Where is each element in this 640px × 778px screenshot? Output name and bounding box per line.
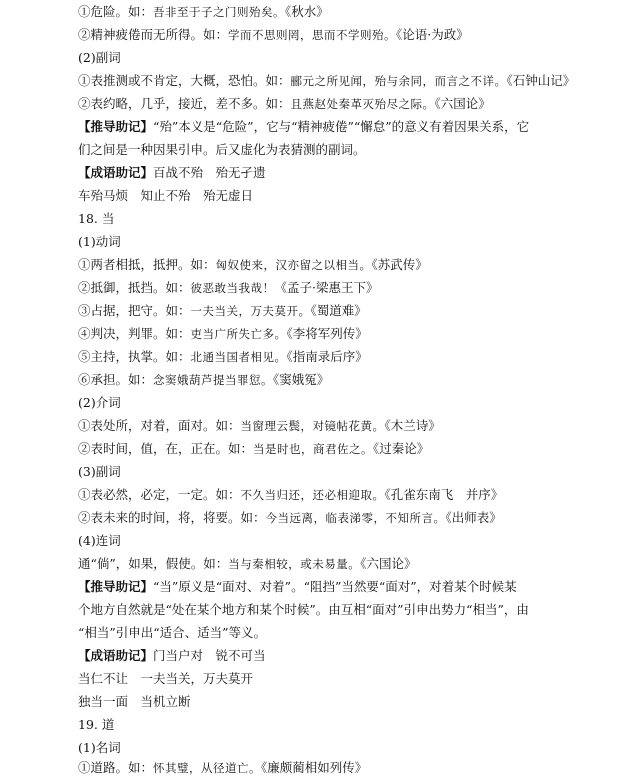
entry-line: ②表时间，值，在，正在。如：当是时也，商君佐之。《过秦论》 — [78, 441, 430, 456]
entry-line: ②抵御，抵挡。如：彼恶敢当我哉！《孟子·梁惠王下》 — [78, 280, 379, 295]
entry-line: ②表约略，几乎，接近，差不多。如：且燕赵处秦革灭殆尽之际。《六国论》 — [78, 96, 491, 111]
entry-heading: 18. 当 — [78, 211, 115, 226]
section-heading: (2)副词 — [78, 50, 121, 65]
entry-line: ①表处所，对着，面对。如：当窗理云鬓，对镜帖花黄。《木兰诗》 — [78, 418, 441, 433]
mnemonic-note: 【推导助记】“当”原义是“面对、对着”。“阻挡”当然要“面对”，对着某个时候某 — [78, 579, 517, 594]
idiom-line: 独当一面 当机立断 — [78, 694, 191, 709]
mnemonic-note-cont: “相当”引申出“适合、适当”等义。 — [78, 625, 267, 640]
entry-line: ①道路。如：怀其璧，从径道亡。《廉颇蔺相如列传》 — [78, 760, 368, 775]
entry-line: ①表推测或不肯定，大概，恐怕。如：郦元之所见闻，殆与余同，而言之不详。《石钟山记》 — [78, 73, 576, 88]
idiom-line: 车殆马烦 知止不殆 殆无虚日 — [78, 188, 254, 203]
section-heading: (3)副词 — [78, 464, 121, 479]
entry-line: ③占据，把守。如：一夫当关，万夫莫开。《蜀道难》 — [78, 303, 367, 318]
entry-line: ④判决，判罪。如：吏当广所失亡多。《李将军列传》 — [78, 326, 368, 341]
mnemonic-note-cont: 个地方自然就是“处在某个地方和某个时候”。由互相“面对”引申出势力“相当”，由 — [78, 602, 529, 617]
mnemonic-note: 【推导助记】“殆”本义是“危险”，它与“精神疲倦”“懈怠”的意义有着因果关系，它 — [78, 119, 530, 134]
idiom-note: 【成语助记】百战不殆 殆无孑遗 — [78, 165, 266, 180]
entry-line: 通“倘”，如果，假使。如：当与秦相较，或未易量。《六国论》 — [78, 556, 417, 571]
section-heading: (4)连词 — [78, 533, 121, 548]
entry-line: ②表未来的时间，将，将要。如：今当远离，临表涕零，不知所言。《出师表》 — [78, 510, 502, 525]
entry-line: ①危险。如：吾非至于子之门则殆矣。《秋水》 — [78, 4, 329, 19]
entry-line: ⑥承担。如：念窦娥葫芦提当罪愆。《窦娥冤》 — [78, 372, 330, 387]
section-heading: (2)介词 — [78, 395, 121, 410]
idiom-line: 当仁不让 一夫当关，万夫莫开 — [78, 671, 254, 686]
section-heading: (1)名词 — [78, 740, 121, 755]
entry-line: ①表必然，必定，一定。如：不久当归还，还必相迎取。《孔雀东南飞 并序》 — [78, 487, 504, 502]
entry-line: ②精神疲倦而无所得。如：学而不思则罔，思而不学则殆。《论语·为政》 — [78, 27, 469, 42]
section-heading: (1)动词 — [78, 234, 121, 249]
entry-heading: 19. 道 — [78, 717, 115, 732]
entry-line: ⑤主持，执掌。如：北通当国者相见。《指南录后序》 — [78, 349, 368, 364]
idiom-note: 【成语助记】门当户对 锐不可当 — [78, 648, 266, 663]
entry-line: ①两者相抵，抵押。如：匈奴使来，汉亦留之以相当。《苏武传》 — [78, 257, 428, 272]
mnemonic-note-cont: 们之间是一种因果引申。后又虚化为表猜测的副词。 — [78, 142, 366, 157]
